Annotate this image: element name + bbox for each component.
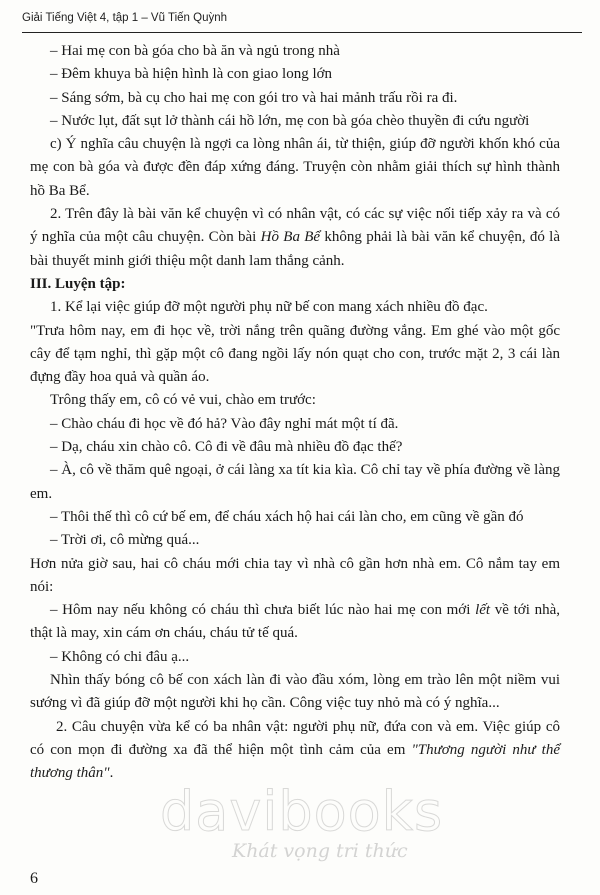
dialogue-line: – Trời ơi, cô mừng quá... — [50, 532, 200, 549]
story-paragraph: Trông thấy em, cô có vẻ vui, chào em trước: — [50, 392, 316, 409]
dialogue-line: – Thôi thế thì cô cứ bế em, để cháu xách hộ hai cái làn cho, em cũng về gần đó — [50, 508, 524, 525]
list-item: – Hai mẹ con bà góa cho bà ăn và ngủ trong nhà — [50, 43, 340, 59]
emphasis: lết — [475, 602, 491, 619]
story-paragraph: Hơn nửa giờ sau, hai cô cháu mới chia tay vì nhà cô gần hơn nhà em. Cô nắm tay em nói: — [30, 555, 560, 595]
dialogue-line: – À, cô về thăm quê ngoại, ở cái làng xa tít kia kìa. Cô chỉ tay về phía đường về làng em. — [30, 462, 560, 502]
paragraph-c: c) Ý nghĩa câu chuyện là ngợi ca lòng nhân ái, từ thiện, giúp đỡ người khốn khó của mẹ con bà góa và được đền đáp xứng đáng. Truyện còn nhằm giải thích sự hình thành hồ Ba Bể. — [30, 136, 560, 199]
list-item: – Nước lụt, đất sụt lở thành cái hồ lớn, mẹ con bà góa chèo thuyền đi cứu người — [50, 112, 530, 129]
dialogue-line: – Dạ, cháu xin chào cô. Cô đi về đâu mà nhiều đồ đạc thế? — [50, 439, 403, 456]
list-item: – Đêm khuya bà hiện hình là con giao long lớn — [50, 66, 333, 83]
dialogue-line: – Hôm nay nếu không có cháu thì chưa biết lúc nào hai mẹ con mới lết về tới nhà, thật là may, xin cám ơn cháu, cháu tử tế quá. — [30, 602, 560, 642]
emphasis: "Thương người như thể thương thân" — [30, 741, 560, 782]
page-number: 6 — [30, 870, 38, 887]
list-item: – Sáng sớm, bà cụ cho hai mẹ con gói tro và hai mảnh trấu rồi ra đi. — [50, 89, 458, 106]
exercise-2: 2. Câu chuyện vừa kể có ba nhân vật: người phụ nữ, đứa con và em. Việc giúp cô có con mọn đi đường xa đã thể hiện một tình cảm của em "Thương người như thể thương thân". — [30, 718, 560, 782]
running-header: Giải Tiếng Việt 4, tập 1 – Vũ Tiến Quỳnh — [22, 12, 228, 24]
watermark-logo: davibooks — [160, 780, 444, 843]
dialogue-line: – Không có chi đâu ạ... — [50, 648, 190, 665]
section-heading: III. Luyện tập: — [30, 275, 126, 292]
story-paragraph: "Trưa hôm nay, em đi học về, trời nắng trên quãng đường vắng. Em ghé vào một gốc cây để tạm nghỉ, thì gặp một cô đang ngồi lấy nón quạt cho con, trước mặt 2, 3 cái làn đựng đầy hoa quả và quần áo. — [30, 322, 560, 386]
emphasis: Hồ Ba Bể — [260, 229, 321, 246]
exercise-1: 1. Kể lại việc giúp đỡ một người phụ nữ bế con mang xách nhiều đồ đạc. — [50, 299, 488, 316]
header-rule — [22, 32, 582, 33]
dialogue-line: – Chào cháu đi học về đó hả? Vào đây nghỉ mát một tí đã. — [50, 415, 399, 432]
paragraph-2: 2. Trên đây là bài văn kể chuyện vì có nhân vật, có các sự việc nối tiếp xảy ra và có ý nghĩa của một câu chuyện. Còn bài Hồ Ba Bể không phải là bài văn kể chuyện, đó là bài thuyết minh giới thiệu một danh lam thắng cảnh. — [30, 206, 561, 269]
watermark-tagline: Khát vọng tri thức — [232, 840, 408, 862]
story-paragraph: Nhìn thấy bóng cô bế con xách làn đi vào đầu xóm, lòng em trào lên một niềm vui sướng vì đã giúp đỡ một người khi họ cần. Công việc tuy nhỏ mà có ý nghĩa... — [30, 672, 560, 712]
page-body — [30, 40, 560, 786]
